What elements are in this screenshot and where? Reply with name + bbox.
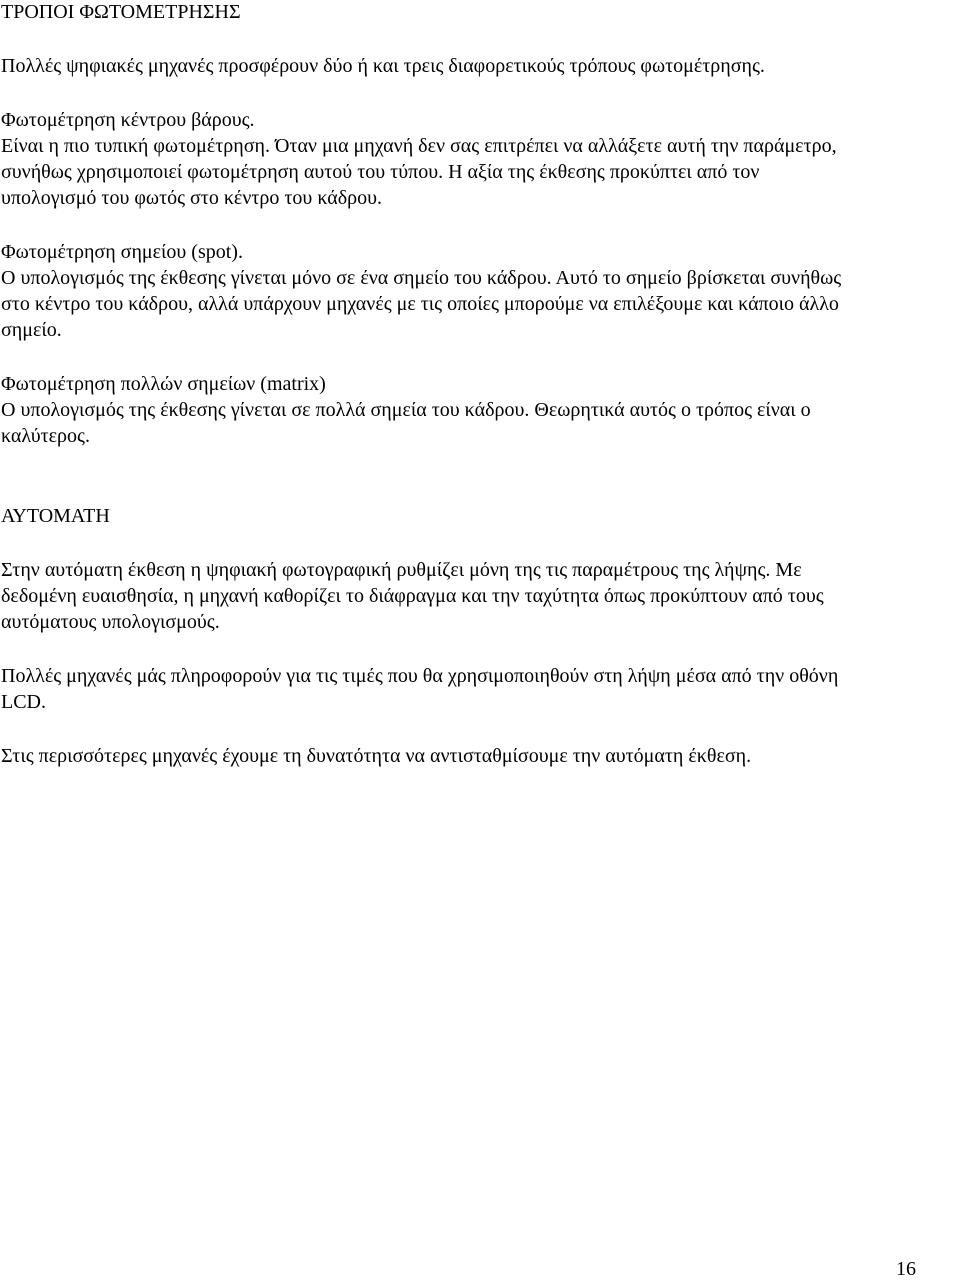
- paragraph-line: υπολογισμό του φωτός στο κέντρο του κάδρου.: [1, 187, 383, 209]
- page-title: ΤΡΟΠΟΙ ΦΩΤΟΜΕΤΡΗΣΗΣ: [1, 1, 241, 23]
- matrix-heading: Φωτομέτρηση πολλών σημείων (matrix): [1, 373, 326, 395]
- paragraph-line: Είναι η πιο τυπική φωτομέτρηση. Όταν μια μηχανή δεν σας επιτρέπει να αλλάξετε αυτή την παράμετρο,: [1, 135, 837, 157]
- paragraph-line: Ο υπολογισμός της έκθεσης γίνεται σε πολλά σημεία του κάδρου. Θεωρητικά αυτός ο τρόπος είναι ο: [1, 399, 811, 421]
- paragraph-line: δεδομένη ευαισθησία, η μηχανή καθορίζει το διάφραγμα και την ταχύτητα όπως προκύπτουν από τους: [1, 585, 824, 607]
- center-weighted-section: [1, 107, 956, 211]
- auto-paragraph-3: Στις περισσότερες μηχανές έχουμε τη δυνατότητα να αντισταθμίσουμε την αυτόματη έκθεση.: [1, 745, 752, 767]
- auto-paragraph-2: [1, 663, 956, 715]
- spot-heading: Φωτομέτρηση σημείου (spot).: [1, 241, 243, 263]
- spot-section: [1, 239, 956, 343]
- paragraph-line: LCD.: [1, 691, 46, 713]
- paragraph-line: στο κέντρο του κάδρου, αλλά υπάρχουν μηχανές με τις οποίες μπορούμε να επιλέξουμε και κάποιο άλλο: [1, 293, 839, 315]
- paragraph-line: συνήθως χρησιμοποιεί φωτομέτρηση αυτού του τύπου. Η αξία της έκθεσης προκύπτει από τον: [1, 161, 760, 183]
- center-weighted-heading: Φωτομέτρηση κέντρου βάρους.: [1, 109, 255, 131]
- document-body: [1, 0, 956, 769]
- paragraph-line: Ο υπολογισμός της έκθεσης γίνεται μόνο σε ένα σημείο του κάδρου. Αυτό το σημείο βρίσκεται συνήθως: [1, 267, 842, 289]
- auto-paragraph-1: [1, 557, 956, 635]
- intro-paragraph: Πολλές ψηφιακές μηχανές προσφέρουν δύο ή και τρεις διαφορετικούς τρόπους φωτομέτρησης.: [1, 55, 765, 77]
- paragraph-line: αυτόματους υπολογισμούς.: [1, 611, 220, 633]
- page-number: 16: [896, 1258, 916, 1280]
- paragraph-line: Στην αυτόματη έκθεση η ψηφιακή φωτογραφική ρυθμίζει μόνη της τις παραμέτρους της λήψης. Με: [1, 559, 802, 581]
- auto-section-heading: ΑΥΤΟΜΑΤΗ: [1, 505, 110, 527]
- paragraph-line: Πολλές μηχανές μάς πληροφορούν για τις τιμές που θα χρησιμοποιηθούν στη λήψη μέσα από την οθόνη: [1, 665, 839, 687]
- paragraph-line: καλύτερος.: [1, 425, 90, 447]
- matrix-section: [1, 371, 956, 449]
- paragraph-line: σημείο.: [1, 319, 62, 341]
